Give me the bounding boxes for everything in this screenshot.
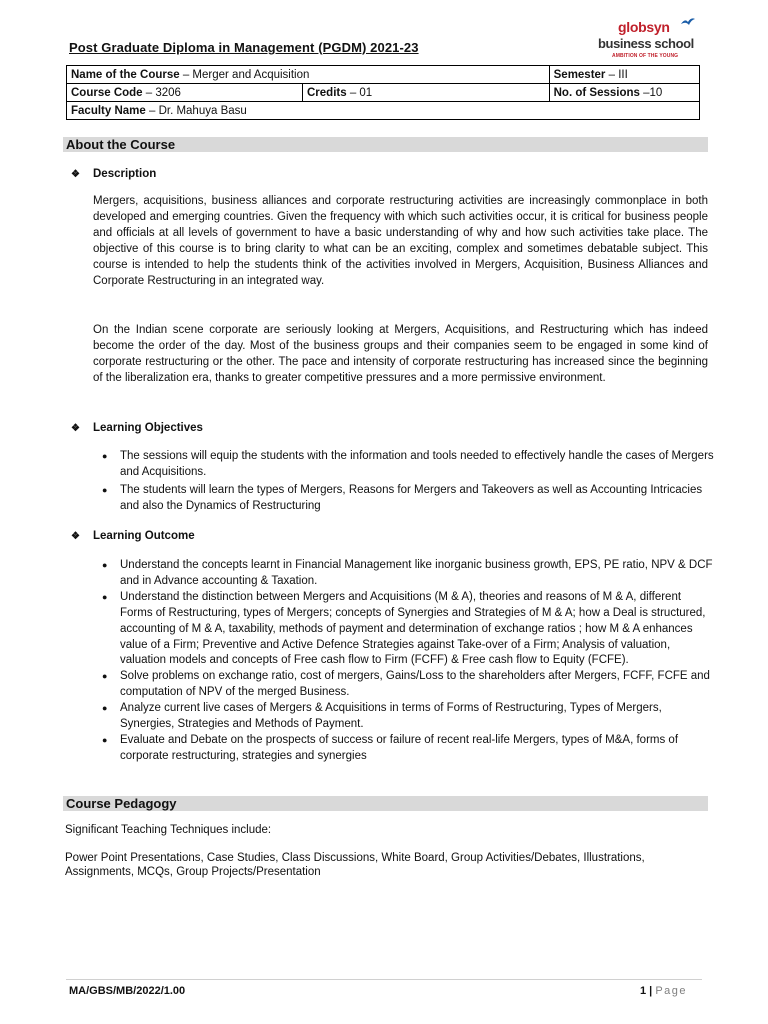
pedagogy-techniques: Power Point Presentations, Case Studies, Class Discussions, White Board, Group Activities/Debates, Illustrations, Assignments, MCQs, Group Projects/Presentation (65, 852, 645, 878)
document-code: MA/GBS/MB/2022/1.00 (69, 985, 186, 997)
list-item-text: The sessions will equip the students with the information and tools needed to effectively handle the cases of Mergers and Acquisitions. (120, 450, 714, 478)
bullet-dot-icon: ● (102, 591, 108, 602)
learning-objectives-heading (71, 421, 203, 436)
learning-objectives-list (98, 449, 716, 515)
bird-icon (680, 16, 696, 28)
list-item (98, 449, 716, 481)
course-code-cell (67, 84, 303, 102)
course-code-label: Course Code (71, 86, 143, 99)
description-paragraph-1: Mergers, acquisitions, business alliances and corporate restructuring activities are increasingly commonplace in both developed and emerging countries. Given the frequency with which such activities occur, it is critical for business people and officials at all levels of government to have a basic understanding of why and how such activities take place. The objective of this course is to bring clarity to what can be an exciting, complex and sometimes debatable subject. This course is intended to help the students think of the activities involved in Mergers, Acquisition, Business Alliances and Corporate Restructuring in an integrated way. (93, 195, 708, 287)
learning-outcome-heading-text: Learning Outcome (93, 530, 195, 542)
bullet-dot-icon: ● (102, 451, 108, 461)
list-item (98, 558, 716, 590)
list-item-text: The students will learn the types of Mergers, Reasons for Mergers and Takeovers as well as Accounting Intricacies and also the Dynamics of Restructuring (120, 483, 703, 512)
description-paragraph-2: On the Indian scene corporate are seriously looking at Mergers, Acquisitions, and Restructuring which has indeed become the order of the day. Most of the business groups and their companies seem to be engaged in some kind of corporate restructuring or the other. The pace and intensity of corporate restructuring has increased since the beginning of the liberalization era, thanks to greater competitive pressures and a more permissive environment. (93, 324, 708, 384)
course-name-cell (67, 66, 550, 84)
faculty-label: Faculty Name (71, 104, 146, 117)
logo-subtitle: business school (598, 36, 694, 51)
credits-value: – 01 (346, 86, 373, 99)
bullet-dot-icon: ● (102, 671, 108, 682)
course-name-label: Name of the Course (71, 68, 180, 81)
diamond-bullet-icon: ❖ (71, 423, 80, 434)
footer-divider (66, 979, 702, 980)
faculty-cell (67, 102, 700, 120)
course-name-value: – Merger and Acquisition (179, 68, 310, 81)
about-course-heading: About the Course (63, 137, 708, 152)
globsyn-logo (596, 16, 708, 62)
list-item-text: Analyze current live cases of Mergers & Acquisitions in terms of Forms of Restructuring, Types of Mergers, Synergies, Strategies and Methods of Payment. (120, 702, 662, 731)
semester-value: – III (605, 68, 628, 81)
bullet-dot-icon: ● (102, 560, 108, 570)
course-code-value: – 3206 (142, 86, 181, 99)
description-heading (71, 167, 156, 182)
bullet-dot-icon: ● (102, 703, 108, 714)
list-item (98, 669, 716, 701)
sessions-cell (549, 84, 699, 102)
sessions-label: No. of Sessions (553, 86, 640, 99)
course-info-table (66, 65, 700, 120)
list-item-text: Understand the concepts learnt in Financial Management like inorganic business growth, EPS, PE ratio, NPV & DCF and in Advance accounting & Taxation. (120, 559, 713, 587)
description-heading-text: Description (93, 168, 157, 180)
list-item (98, 701, 716, 733)
sessions-value: –10 (639, 86, 663, 99)
list-item (98, 590, 716, 670)
diamond-bullet-icon: ❖ (71, 169, 80, 180)
diamond-bullet-icon: ❖ (71, 531, 80, 542)
semester-cell (549, 66, 699, 84)
page-word: Page (655, 985, 688, 997)
course-pedagogy-heading: Course Pedagogy (63, 796, 708, 811)
logo-tagline: AMBITION OF THE YOUNG (612, 53, 679, 59)
list-item (98, 733, 716, 765)
page-number-value: 1 (640, 985, 647, 997)
list-item-text: Evaluate and Debate on the prospects of success or failure of recent real-life Mergers, types of M&A, forms of corporate restructuring, strategies and synergies (120, 733, 679, 762)
table-row (67, 66, 700, 84)
learning-outcome-heading (71, 529, 195, 544)
learning-objectives-heading-text: Learning Objectives (93, 422, 203, 434)
page-number (640, 985, 687, 997)
credits-label: Credits (307, 86, 347, 99)
list-item-text: Understand the distinction between Mergers and Acquisitions (M & A), theories and reasons of M & A, different Forms of Restructuring, types of Mergers; concepts of Synergies and Strategies of M & A; how a Deal is structured, accounting of M & A, taxability, methods of payment and determination of exchange ratios ; how M & A enhances value of a Firm; Preventive and Active Defence Strategies against Take-over of a Firm; Analysis of valuation, valuation models and concepts of Free cash flow to Firm (FCFF) & Free cash flow to Equity (FCFE). (120, 590, 706, 667)
list-item-text: Solve problems on exchange ratio, cost of mergers, Gains/Loss to the shareholders after Mergers, FCFF, FCFE and computation of NPV of the merged Business. (120, 670, 710, 699)
page-title: Post Graduate Diploma in Management (PGDM) 2021-23 (69, 40, 419, 55)
semester-label: Semester (553, 68, 606, 81)
table-row (67, 84, 700, 102)
bullet-dot-icon: ● (102, 734, 108, 745)
learning-outcome-list (98, 558, 716, 765)
list-item (98, 483, 716, 515)
table-row (67, 102, 700, 120)
bullet-dot-icon: ● (102, 484, 108, 495)
pedagogy-intro: Significant Teaching Techniques include: (65, 824, 272, 836)
logo-wordmark: globsyn (618, 19, 670, 35)
page-separator: | (646, 985, 656, 997)
credits-cell (303, 84, 550, 102)
faculty-value: – Dr. Mahuya Basu (145, 104, 247, 117)
